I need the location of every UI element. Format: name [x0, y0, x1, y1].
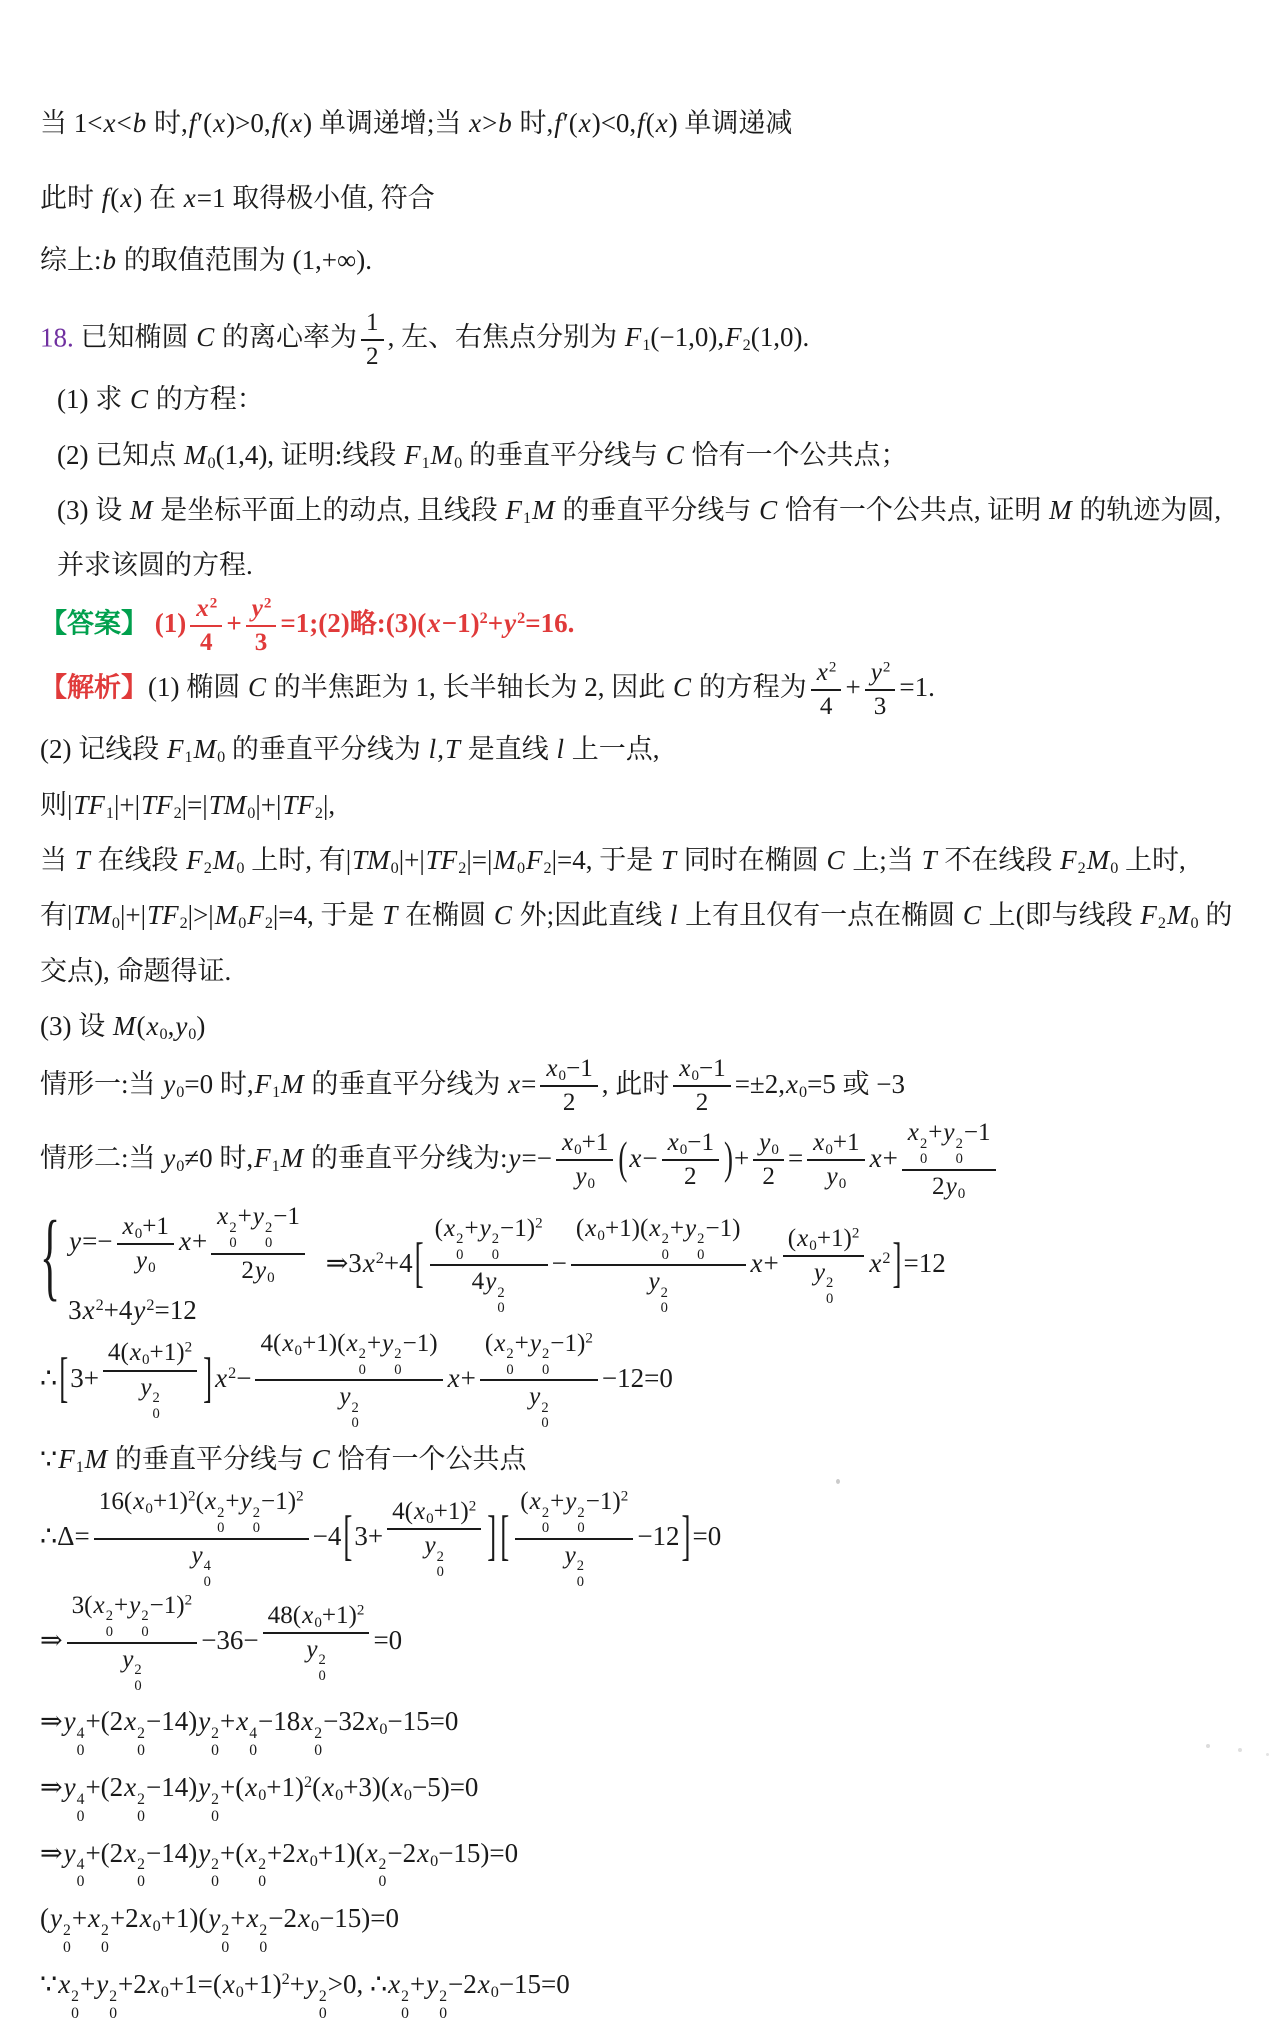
text-run: (2) 已知点 $M_0(1,4)$, 证明:线段 $F_1M_0$ 的垂直平分线与 C 恰有一个公共点； — [57, 439, 908, 472]
quadratic-line — [40, 1329, 1246, 1432]
text-run: (2) 记线段 $F_1M_0$ 的垂直平分线为 l,T 是直线 l 上一点, — [40, 734, 660, 767]
discriminant-line — [40, 1487, 1246, 1590]
text-run: ∵x 2 0 +y 2 0 $+2x_0+1=(x_0+1)^2+y$ 2 0 >0, ∴x 2 0 +y 2 0 $-2x_0-15=0$ — [40, 1968, 570, 2022]
problem-part-2 — [40, 428, 1246, 483]
analysis-part-2-equality — [40, 778, 1246, 833]
text-run: ⇒y 4 0 +(2x 2 0 −14)y 2 0 $+(x_0+1)^2(x_0+3)(x_0-5)=0$ — [40, 1771, 479, 1825]
text-run: 则$|TF_1|+|TF_2|=|TM_0|+|TF_2|$, — [40, 789, 336, 822]
text-run: 综上:b 的取值范围为 (1,+∞). — [40, 244, 372, 275]
simplify-step-4 — [40, 1826, 1246, 1892]
simplify-step-1 — [40, 1591, 1246, 1694]
text-run: ⇒y 4 0 +(2x 2 0 −14)y 2 0 +(x 2 0 $+2x_0+1)(x$ 2 0 $-2x_0-15)=0$ — [40, 1837, 519, 1891]
solution-content — [40, 96, 1246, 2022]
text-run: (1) $\frac{x^2}{4}$ + $\frac{y^2}{3}$ =1;(2) — [148, 594, 350, 656]
answer-line — [40, 594, 1246, 658]
text-run: 略 — [349, 607, 377, 638]
text-run: ∴Δ= $16(x_0+1)^2(x$ 2 0 +y 2 0 −1)$^2$ y 4 0 −4[3+ $4(x_0+1)^2$ y 2 0 ] [ (x 2 0 +y 2 0 −1)$^2$ y 2 0 −12]=0 — [40, 1488, 722, 1591]
text-run: 【答案】 — [40, 607, 148, 638]
extremum-line — [40, 171, 1246, 226]
smudge-artifact — [1266, 1753, 1269, 1756]
text-run: ∴[3+ $4(x_0+1)^2$ y 2 0 ] $x^2-$ $4(x_0+1)(x$ 2 0 +y 2 0 −1) y 2 0 x+ (x 2 0 +y 2 0 −1)$^2$ y 2 0 −12=0 — [40, 1329, 673, 1432]
system-equation-line — [40, 1202, 1246, 1328]
text-run: 【解析】 — [40, 672, 148, 703]
text-run: (3) 设 $M(x_0,y_0)$ — [40, 1010, 206, 1043]
factored-line — [40, 1891, 1246, 1957]
final-circle-line — [40, 1957, 1246, 2022]
text-run: 已知椭圆 C 的离心率为 $\frac{1}{2}$ , 左、右焦点分别为 $F_1(-1,0),F_2(1,0)$. — [73, 309, 810, 371]
text-run: (y 2 0 +x 2 0 $+2x_0+1)(y$ 2 0 +x 2 0 $-2x_0-15)=0$ — [40, 1903, 400, 1956]
problem-part-1 — [40, 372, 1246, 427]
analysis-part-2-argument — [40, 833, 1246, 999]
text-run: 此时 f(x) 在 x=1 取得极小值, 符合 — [40, 183, 435, 214]
smudge-artifact — [836, 1479, 840, 1484]
text-run: (3) 设 M 是坐标平面上的动点, 且线段 $F_1M$ 的垂直平分线与 C 恰有一个公共点, 证明 M 的轨迹为圆, 并求该圆的方程. — [57, 494, 1222, 581]
tangency-condition-line — [40, 1432, 1246, 1487]
case-1-line — [40, 1054, 1246, 1118]
simplify-step-3 — [40, 1760, 1246, 1826]
case-2-line — [40, 1118, 1246, 1202]
monotonicity-line — [40, 96, 1246, 151]
text-run: 当 T 在线段 $F_2M_0$ 上时, 有$|TM_0|+|TF_2|=|M_0F_2|=4$, 于是 T 同时在椭圆 C 上;当 T 不在线段 $F_2M_0$ 上时, 有$|TM_0|+|TF_2|>|M_0F_2|=4$, 于是 T 在椭圆 C 外;因此直线 l 上有且仅有一点在椭圆 C 上(即与线段 $F_2M_0$ 的交点), 命题得证. — [40, 844, 1233, 986]
text-run: { y=− $\frac{x_0+1}{y_0}$ x+ x 2 0 +y 2 0 −1 $2y_0$ $3x^2+4y^2=12$ $\Rightarrow 3x^2+4$[ (x 2 0 +y 2 0 −1)$^2$ 4y 2 0 − $(x_0+1)(x$ 2 0 +y 2 0 −1) y 2 0 x+ $(x_0+1)^2$ y 2 0 $x^2]=12$ — [40, 1203, 946, 1326]
smudge-artifact — [1206, 1744, 1210, 1748]
text-run: 当 1<x<b 时,f′(x)>0,f(x) 单调递增;当 x>b 时,f′(x)<0,f(x) 单调递减 — [40, 108, 793, 138]
problem-part-3 — [40, 483, 1246, 594]
conclusion-line — [40, 233, 1246, 288]
analysis-part-2-setup — [40, 722, 1246, 777]
simplify-step-2 — [40, 1694, 1246, 1760]
text-run: 情形一:当 $y_0=0$ 时$,F_1M$ 的垂直平分线为 x= $\frac{x_0-1}{2}$ , 此时 $\frac{x_0-1}{2}$ $=\pm 2,x_0=5$ 或 −3 — [40, 1055, 906, 1117]
smudge-artifact — [1238, 1748, 1242, 1752]
text-run: 情形二:当 $y_0\ne 0$ 时$,F_1M$ 的垂直平分线为:y=− $\frac{x_0+1}{y_0}$ (x− $\frac{x_0-1}{2}$ )+ $\frac{y_0}{2}$ = $\frac{x_0+1}{y_0}$ x+ x 2 0 +y 2 0 −1 $2y_0$ — [40, 1143, 1000, 1173]
problem-18-statement — [40, 308, 1246, 372]
text-run: $:(3)(x-1)^2+y^2=16$. — [376, 607, 575, 638]
text-run: (1) 求 C 的方程： — [57, 384, 264, 415]
text-run: $\because F_1M$ 的垂直平分线与 C 恰有一个公共点 — [40, 1444, 527, 1477]
text-run: ⇒y 4 0 +(2x 2 0 −14)y 2 0 +x 4 0 −18x 2 0 $-32x_0-15=0$ — [40, 1706, 459, 1759]
analysis-part-1 — [40, 658, 1246, 722]
analysis-part-3-setup — [40, 999, 1246, 1054]
text-run: 18. — [40, 322, 74, 353]
text-run: ⇒ 3(x 2 0 +y 2 0 −1)$^2$ y 2 0 −36− $48(x_0+1)^2$ y 2 0 =0 — [40, 1591, 403, 1694]
text-run: (1) 椭圆 C 的半焦距为 1, 长半轴长为 2, 因此 C 的方程为 $\frac{x^2}{4}$ + $\frac{y^2}{3}$ =1. — [148, 658, 935, 721]
